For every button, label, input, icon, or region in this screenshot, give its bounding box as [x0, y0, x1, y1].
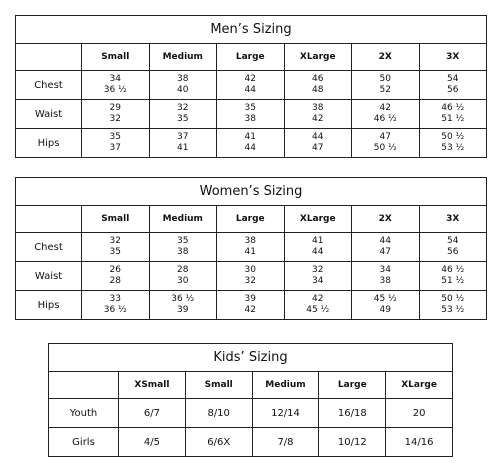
size-cell: [352, 262, 420, 291]
measurement-value: 51 ½: [441, 276, 465, 286]
measurement-value: 46: [312, 74, 324, 84]
size-cell: [352, 129, 420, 158]
measurement-value: 38: [379, 276, 391, 286]
table-row: [49, 428, 453, 457]
size-cell: [82, 129, 150, 158]
womens-sizing-table: [15, 177, 487, 320]
column-header: Medium: [149, 206, 217, 233]
measurement-value: 56: [447, 247, 459, 257]
measurement-value: 35: [244, 103, 256, 113]
size-cell: [352, 71, 420, 100]
row-label: Waist: [16, 100, 82, 129]
measurement-value: 35: [109, 247, 121, 257]
column-header: Small: [185, 372, 252, 399]
measurement-value: 46 ½: [441, 103, 465, 113]
size-cell: [185, 399, 252, 428]
measurement-value: 32: [312, 265, 324, 275]
measurement-value: 36 ½: [171, 294, 195, 304]
measurement-value: 50 ½: [441, 294, 465, 304]
measurement-value: 41: [244, 132, 256, 142]
size-cell: [419, 291, 487, 320]
size-cell: [252, 428, 319, 457]
column-header: Large: [217, 44, 285, 71]
measurement-value: 44: [244, 143, 256, 153]
measurement-value: 41: [244, 247, 256, 257]
column-header: 2X: [352, 44, 420, 71]
measurement-value: 28: [109, 276, 121, 286]
measurement-value: 38: [244, 236, 256, 246]
column-header: Medium: [149, 44, 217, 71]
size-cell: [82, 262, 150, 291]
measurement-value: 46 ½: [373, 114, 397, 124]
measurement-value: 38: [177, 74, 189, 84]
measurement-value: 45 ½: [306, 305, 330, 315]
size-cell: [284, 262, 352, 291]
size-cell: [352, 233, 420, 262]
table-row: [16, 100, 487, 129]
size-cell: [284, 291, 352, 320]
column-header: Large: [217, 206, 285, 233]
measurement-value: 50: [379, 74, 391, 84]
size-cell: [419, 262, 487, 291]
size-cell: [352, 100, 420, 129]
size-cell: [149, 233, 217, 262]
size-cell: [82, 291, 150, 320]
measurement-value: 39: [177, 305, 189, 315]
measurement-value: 6/6X: [207, 436, 231, 448]
size-cell: [352, 291, 420, 320]
measurement-value: 50 ½: [373, 143, 397, 153]
measurement-value: 36 ½: [103, 85, 127, 95]
size-cell: [419, 100, 487, 129]
measurement-value: 16/18: [337, 407, 367, 419]
column-header: XSmall: [119, 372, 186, 399]
measurement-value: 37: [177, 132, 189, 142]
row-label: Hips: [16, 291, 82, 320]
row-label: Chest: [16, 233, 82, 262]
size-cell: [386, 399, 453, 428]
measurement-value: 33: [109, 294, 121, 304]
column-header: XLarge: [284, 44, 352, 71]
measurement-value: 38: [244, 114, 256, 124]
measurement-value: 8/10: [207, 407, 230, 419]
measurement-value: 45 ½: [373, 294, 397, 304]
measurement-value: 47: [312, 143, 324, 153]
measurement-value: 42: [312, 114, 324, 124]
size-cell: [149, 100, 217, 129]
measurement-value: 7/8: [277, 436, 294, 448]
size-cell: [319, 399, 386, 428]
size-cell: [419, 129, 487, 158]
size-cell: [217, 71, 285, 100]
size-cell: [185, 428, 252, 457]
measurement-value: 41: [177, 143, 189, 153]
row-label: Girls: [49, 428, 119, 457]
size-cell: [149, 71, 217, 100]
table-row: [16, 129, 487, 158]
row-label: Waist: [16, 262, 82, 291]
measurement-value: 29: [109, 103, 121, 113]
size-cell: [419, 71, 487, 100]
measurement-value: 30: [244, 265, 256, 275]
size-cell: [82, 233, 150, 262]
column-header: Large: [319, 372, 386, 399]
measurement-value: 37: [109, 143, 121, 153]
measurement-value: 4/5: [143, 436, 160, 448]
measurement-value: 52: [379, 85, 391, 95]
size-cell: [217, 129, 285, 158]
measurement-value: 6/7: [143, 407, 160, 419]
measurement-value: 10/12: [337, 436, 367, 448]
measurement-value: 12/14: [271, 407, 300, 419]
table-row: [16, 71, 487, 100]
size-cell: [82, 71, 150, 100]
measurement-value: 54: [447, 74, 459, 84]
measurement-value: 49: [379, 305, 391, 315]
column-header: XLarge: [386, 372, 453, 399]
measurement-value: 14/16: [404, 436, 434, 448]
size-cell: [252, 399, 319, 428]
size-cell: [284, 71, 352, 100]
table-row: [49, 399, 453, 428]
measurement-value: 54: [447, 236, 459, 246]
row-label: Youth: [49, 399, 119, 428]
measurement-value: 36 ½: [103, 305, 127, 315]
measurement-value: 44: [379, 236, 391, 246]
size-cell: [217, 262, 285, 291]
measurement-value: 35: [177, 236, 189, 246]
column-header: 2X: [352, 206, 420, 233]
size-cell: [119, 428, 186, 457]
column-header: Small: [82, 44, 150, 71]
measurement-value: 41: [312, 236, 324, 246]
measurement-value: 42: [379, 103, 391, 113]
row-label: Hips: [16, 129, 82, 158]
measurement-value: 20: [412, 407, 426, 419]
size-cell: [419, 233, 487, 262]
measurement-value: 39: [244, 294, 256, 304]
measurement-value: 47: [379, 132, 391, 142]
measurement-value: 44: [312, 132, 324, 142]
measurement-value: 28: [177, 265, 189, 275]
size-cell: [149, 129, 217, 158]
measurement-value: 42: [244, 74, 256, 84]
size-cell: [386, 428, 453, 457]
measurement-value: 53 ½: [441, 143, 465, 153]
size-cell: [82, 100, 150, 129]
table-row: [16, 233, 487, 262]
column-header: Small: [82, 206, 150, 233]
corner-cell: [16, 44, 82, 71]
measurement-value: 30: [177, 276, 189, 286]
mens-sizing-table: [15, 15, 487, 158]
measurement-value: 32: [109, 236, 121, 246]
measurement-value: 42: [312, 294, 324, 304]
size-cell: [319, 428, 386, 457]
measurement-value: 47: [379, 247, 391, 257]
column-header: 3X: [419, 44, 487, 71]
measurement-value: 34: [109, 74, 121, 84]
measurement-value: 35: [177, 114, 189, 124]
measurement-value: 32: [109, 114, 121, 124]
column-header: Medium: [252, 372, 319, 399]
column-header: 3X: [419, 206, 487, 233]
corner-cell: [49, 372, 119, 399]
size-cell: [149, 262, 217, 291]
column-header: XLarge: [284, 206, 352, 233]
measurement-value: 53 ½: [441, 305, 465, 315]
measurement-value: 44: [312, 247, 324, 257]
size-cell: [217, 100, 285, 129]
measurement-value: 50 ½: [441, 132, 465, 142]
measurement-value: 51 ½: [441, 114, 465, 124]
row-label: Chest: [16, 71, 82, 100]
measurement-value: 26: [109, 265, 121, 275]
kids-sizing-table: [48, 343, 453, 457]
mens-table-title: Men’s Sizing: [16, 16, 487, 44]
size-cell: [284, 100, 352, 129]
measurement-value: 32: [244, 276, 256, 286]
measurement-value: 35: [109, 132, 121, 142]
measurement-value: 46 ½: [441, 265, 465, 275]
measurement-value: 32: [177, 103, 189, 113]
size-cell: [217, 291, 285, 320]
size-cell: [119, 399, 186, 428]
size-cell: [284, 233, 352, 262]
measurement-value: 40: [177, 85, 189, 95]
size-cell: [284, 129, 352, 158]
measurement-value: 48: [312, 85, 324, 95]
kids-table-title: Kids’ Sizing: [49, 344, 453, 372]
measurement-value: 56: [447, 85, 459, 95]
measurement-value: 34: [379, 265, 391, 275]
table-row: [16, 291, 487, 320]
measurement-value: 44: [244, 85, 256, 95]
measurement-value: 42: [244, 305, 256, 315]
table-row: [16, 262, 487, 291]
size-cell: [149, 291, 217, 320]
measurement-value: 38: [312, 103, 324, 113]
womens-table-title: Women’s Sizing: [16, 178, 487, 206]
size-cell: [217, 233, 285, 262]
corner-cell: [16, 206, 82, 233]
measurement-value: 34: [312, 276, 324, 286]
measurement-value: 38: [177, 247, 189, 257]
